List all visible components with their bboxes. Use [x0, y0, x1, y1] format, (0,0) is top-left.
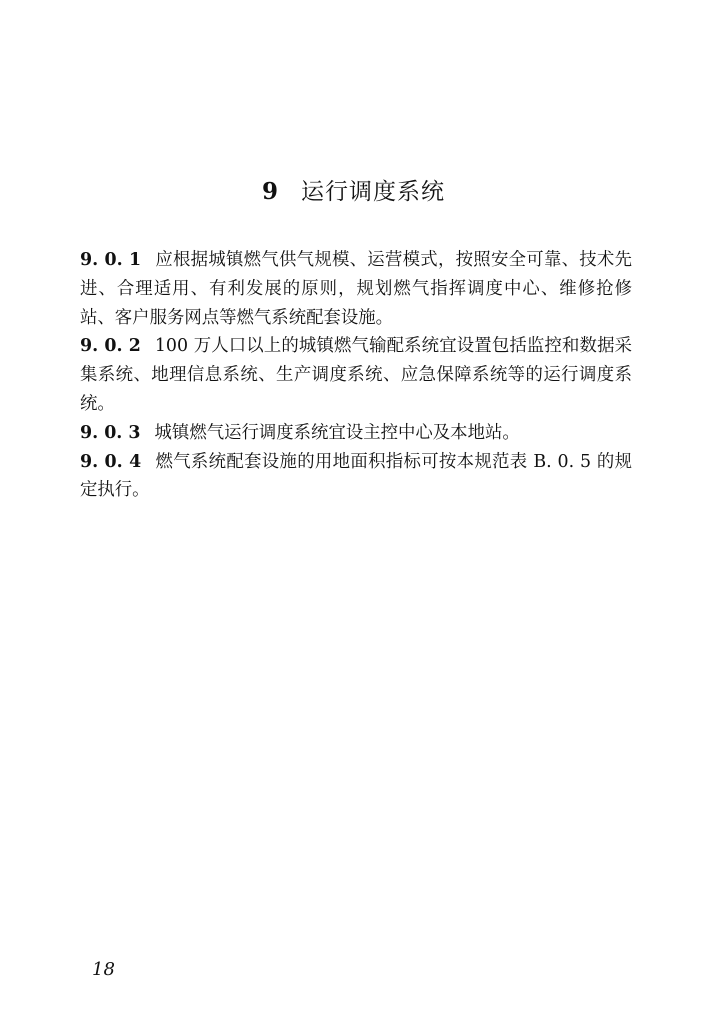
clause-9-0-2 [80, 332, 632, 418]
clause-9-0-4 [80, 448, 632, 506]
clause-number: 9. 0. 2 [80, 336, 141, 357]
clause-number: 9. 0. 4 [80, 451, 142, 472]
clause-text: 100 万人口以上的城镇燃气输配系统宜设置包括监控和数据采集系统、地理信息系统、生产调度系统、应急保障系统等的运行调度系统。 [80, 336, 632, 414]
clause-9-0-3 [80, 419, 632, 448]
clause-text: 应根据城镇燃气供气规模、运营模式，按照安全可靠、技术先进、合理适用、有利发展的原则，规划燃气指挥调度中心、维修抢修站、客户服务网点等燃气系统配套设施。 [80, 250, 632, 328]
chapter-number: 9 [261, 178, 279, 205]
clause-text: 城镇燃气运行调度系统宜设主控中心及本地站。 [154, 422, 520, 443]
page-number: 18 [92, 959, 115, 980]
clause-number: 9. 0. 3 [80, 422, 141, 443]
clause-number: 9. 0. 1 [80, 250, 142, 270]
clause-9-0-1 [80, 246, 632, 332]
chapter-heading [0, 175, 707, 209]
chapter-body [80, 246, 632, 505]
chapter-title: 运行调度系统 [301, 179, 445, 205]
clause-text: 燃气系统配套设施的用地面积指标可按本规范表 B. 0. 5 的规定执行。 [80, 451, 632, 501]
